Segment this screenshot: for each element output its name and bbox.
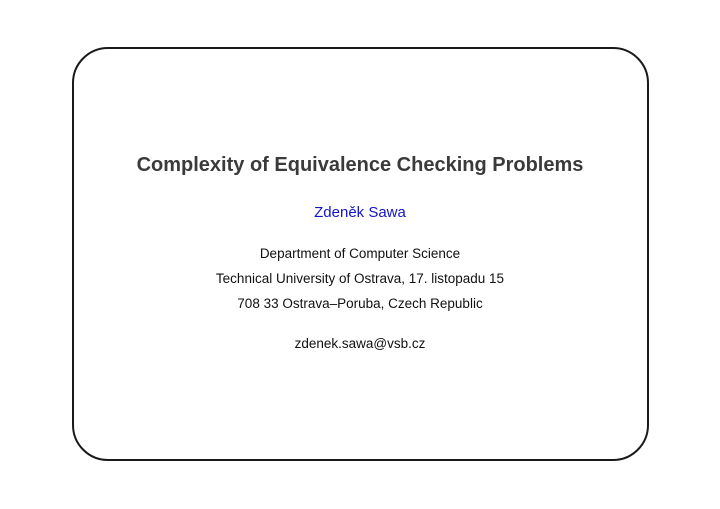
affiliation-university: Technical University of Ostrava, 17. listopadu 15 xyxy=(215,271,505,286)
author-name: Zdeněk Sawa xyxy=(314,204,406,221)
author-email[interactable]: zdenek.sawa@vsb.cz xyxy=(294,336,426,351)
slide-title: Complexity of Equivalence Checking Problems xyxy=(136,154,584,176)
affiliation-address: 708 33 Ostrava–Poruba, Czech Republic xyxy=(237,296,483,311)
affiliation-department: Department of Computer Science xyxy=(259,246,461,261)
